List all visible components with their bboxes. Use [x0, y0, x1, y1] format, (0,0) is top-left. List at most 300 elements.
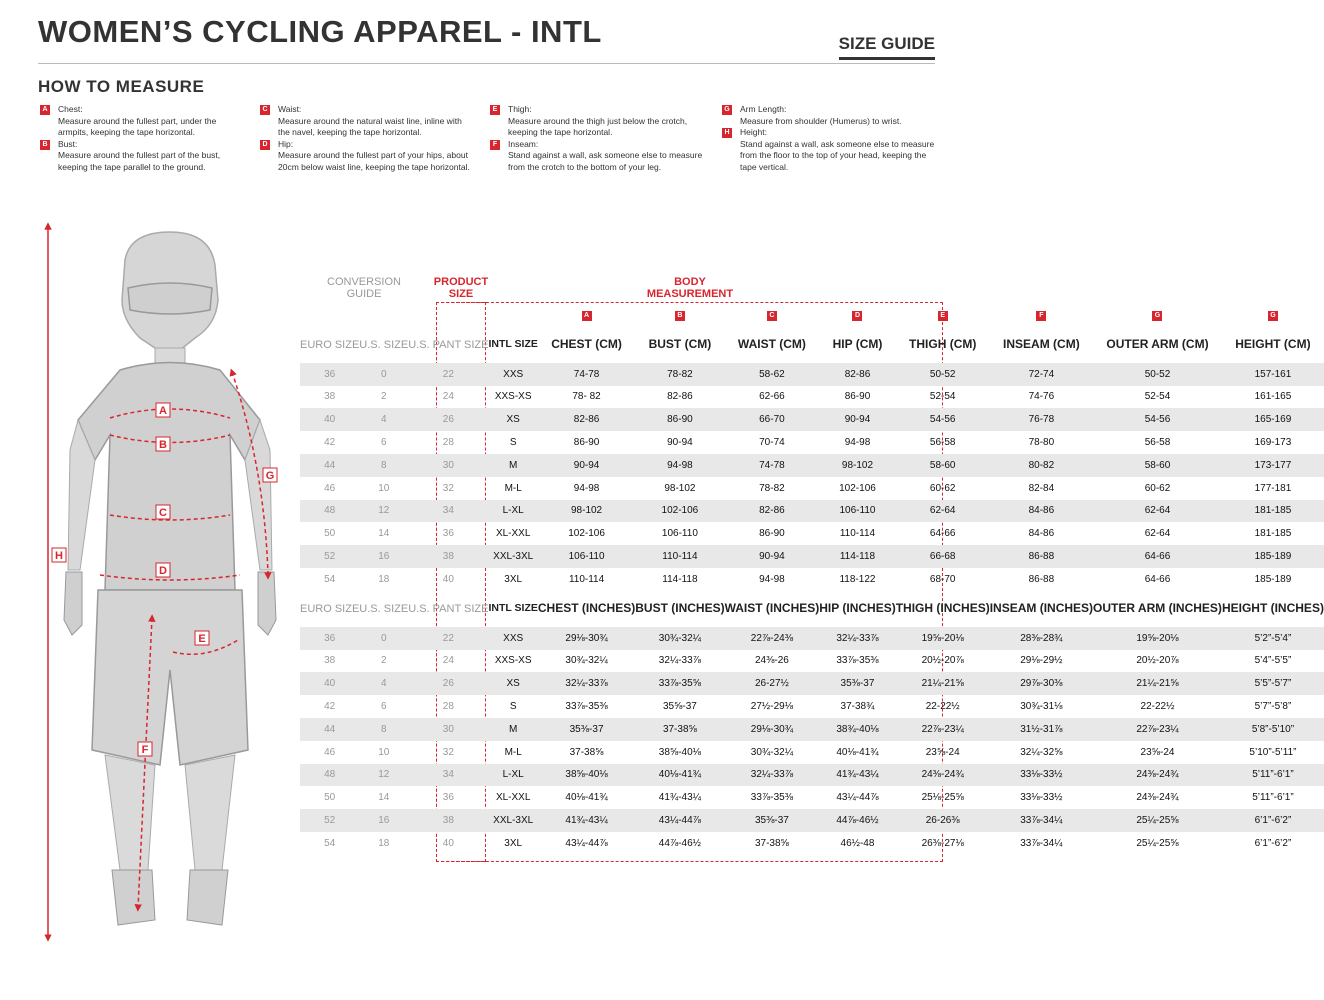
conversion-cell: 8 — [359, 454, 408, 477]
measurement-cell: 6’1”-6’2” — [1222, 809, 1324, 832]
measurement-cell: 78-80 — [1028, 437, 1055, 449]
measurement-cell: 23⅝-24 — [1140, 746, 1175, 758]
measurement-column-header: WAIST (INCHES) — [724, 601, 820, 616]
product-size-title: PRODUCT SIZE — [433, 276, 489, 300]
conversion-cell: 14 — [378, 792, 390, 804]
instruction-label: Chest: — [58, 104, 83, 114]
measurement-cell: 70-74 — [759, 437, 785, 449]
measurement-cell: 22⅞-23¼ — [896, 718, 990, 741]
measurement-cell: 86-90 — [573, 437, 600, 449]
measurement-cell: 38⅝-40⅛ — [538, 764, 635, 787]
measurement-cell: 25¼-25⅝ — [1093, 809, 1222, 832]
conversion-cell: 48 — [300, 764, 359, 787]
conversion-cell: 28 — [442, 437, 454, 449]
instruction-label: Height: — [740, 127, 767, 137]
measurement-cell: 20½-20⅞ — [1136, 655, 1179, 667]
instruction-label: Arm Length: — [740, 104, 787, 114]
measurement-cell: 6’1”-6’2” — [1254, 837, 1292, 849]
product-size-cell: M — [488, 454, 537, 477]
measurement-cell: 165-169 — [1222, 408, 1324, 431]
measurement-cell: 52-54 — [1144, 391, 1171, 403]
measurement-cell: 181-185 — [1254, 528, 1292, 540]
measurement-cell: 43¼-44⅞ — [836, 792, 879, 804]
inch-table-row — [300, 741, 1324, 764]
instruction-desc: Measure around the thigh just below the crotch, keeping the tape horizontal. — [508, 115, 688, 137]
instruction-desc: Measure around the fullest part of your hips, about 20cm below waist line, keeping the tape horizontal. — [278, 150, 470, 172]
measurement-cell: 30¾-31⅛ — [1020, 701, 1063, 713]
measurement-cell: 86-90 — [759, 528, 785, 540]
measurement-cell: 40⅛-41¾ — [565, 792, 608, 804]
product-size-cell: L-XL — [488, 764, 537, 787]
conversion-cell: 46 — [324, 482, 336, 494]
intl-size-column-header: INTL SIZE — [488, 338, 538, 351]
measurement-cell: 177-181 — [1254, 482, 1292, 494]
cm-header-row — [300, 327, 1324, 363]
measurement-cell: 102-106 — [568, 528, 605, 540]
inch-table-row — [300, 832, 1324, 855]
product-size-cell: 3XL — [504, 573, 523, 585]
badge-f: F — [1036, 311, 1046, 321]
conversion-cell: 18 — [378, 573, 390, 585]
jersey-shape — [78, 363, 260, 591]
instruction-chest — [40, 104, 230, 139]
instruction-thigh — [490, 104, 705, 139]
product-size-cell: XXL-3XL — [488, 809, 537, 832]
conversion-cell: 10 — [378, 482, 390, 494]
measurement-cell: 25¼-25⅝ — [1136, 837, 1179, 849]
product-size-cell: XL-XXL — [495, 792, 531, 804]
cm-body — [300, 363, 1324, 591]
shoe-right — [187, 870, 228, 925]
measurement-cell: 74-78 — [538, 363, 635, 386]
badge-g: G — [722, 105, 732, 115]
figure-label-a — [156, 403, 170, 417]
glove-left — [64, 572, 82, 635]
figure-label-f — [138, 742, 152, 756]
svg-text:F: F — [141, 744, 149, 756]
measurement-cell: 41¾-43¼ — [819, 764, 895, 787]
measurement-cell: 82-86 — [819, 363, 895, 386]
badge-c: C — [767, 311, 777, 321]
inch-table-row — [300, 627, 1324, 650]
measurement-cell: 29⅛-30¾ — [725, 718, 820, 741]
cm-header-row — [300, 327, 1324, 363]
measurement-cell: 64-66 — [1144, 573, 1171, 585]
conversion-cell: 32 — [442, 482, 454, 494]
measurement-cell: 38¾-40⅛ — [819, 718, 895, 741]
measurement-cell: 118-122 — [839, 573, 876, 585]
measurement-cell: 54-56 — [896, 408, 990, 431]
conversion-cell: 40 — [300, 408, 359, 431]
conversion-cell: 16 — [359, 545, 408, 568]
measurement-cell: 84-86 — [1028, 528, 1055, 540]
conversion-cell: 36 — [442, 792, 454, 804]
measurement-cell: 173-177 — [1222, 454, 1324, 477]
measurement-cell: 5’2”-5’4” — [1222, 627, 1324, 650]
measurement-cell: 22⅞-23¼ — [1093, 718, 1222, 741]
measurement-column-header: HIP (INCHES) — [819, 601, 896, 616]
measurement-cell: 5’11”-6’1” — [1222, 764, 1324, 787]
shoe-left — [112, 870, 155, 925]
measurement-cell: 35⅜-37 — [819, 672, 895, 695]
measurement-cell: 41¾-43¼ — [538, 809, 635, 832]
conversion-cell: 0 — [359, 363, 408, 386]
conversion-cell: 28 — [442, 701, 454, 713]
instruction-desc: Measure around the fullest part of the bust, keeping the tape parallel to the ground. — [58, 150, 221, 172]
measurement-column-header: HEIGHT (CM) — [1235, 337, 1311, 352]
measurement-cell: 50-52 — [896, 363, 990, 386]
measurement-cell: 5’4”-5’5” — [1254, 655, 1292, 667]
conversion-column-header: U.S. PANT SIZE — [408, 602, 489, 615]
measurement-cell: 169-173 — [1254, 437, 1292, 449]
measurement-cell: 37-38⅝ — [754, 837, 789, 849]
measurement-cell: 26⅜-27⅛ — [921, 837, 964, 849]
badge-b: B — [40, 140, 50, 150]
badge-a: A — [40, 105, 50, 115]
conversion-cell: 26 — [408, 672, 488, 695]
figure-label-e — [195, 631, 209, 645]
product-size-cell: M — [488, 718, 537, 741]
leg-right — [185, 755, 235, 870]
product-size-cell: M-L — [504, 482, 522, 494]
measurement-cell: 86-88 — [990, 545, 1093, 568]
measurement-cell: 64-66 — [929, 528, 956, 540]
product-size-cell: XS — [488, 408, 537, 431]
instruction-bust — [40, 139, 230, 174]
measurement-cell: 35⅜-37 — [538, 718, 635, 741]
instruction-arm-length — [722, 104, 940, 127]
measurement-cell: 80-82 — [990, 454, 1093, 477]
measurement-cell: 110-114 — [635, 545, 724, 568]
conversion-cell: 44 — [300, 454, 359, 477]
size-chart — [300, 270, 1324, 855]
conversion-cell: 12 — [359, 500, 408, 523]
conversion-cell: 30 — [408, 454, 488, 477]
badge-d: D — [260, 140, 270, 150]
measurement-cell: 32¼-32⅝ — [1020, 746, 1063, 758]
measurement-cell: 66-70 — [725, 408, 820, 431]
product-size-cell: XXL-3XL — [488, 545, 537, 568]
page-title: WOMEN’S CYCLING APPAREL - INTL — [38, 14, 602, 49]
measurement-cell: 21¼-21⅝ — [896, 672, 990, 695]
inch-body — [300, 627, 1324, 855]
conversion-cell: 0 — [359, 627, 408, 650]
measurement-cell: 82-86 — [538, 408, 635, 431]
measurement-cell: 32¼-33⅞ — [658, 655, 702, 667]
inch-table-row — [300, 809, 1324, 832]
measurement-cell: 33⅞-35⅝ — [635, 672, 724, 695]
measurement-cell: 5’11”-6’1” — [1252, 792, 1294, 804]
measurement-cell: 24⅜-24¾ — [1093, 764, 1222, 787]
measurement-cell: 50-52 — [1093, 363, 1222, 386]
measurement-cell: 44⅞-46½ — [658, 837, 702, 849]
cm-table-row — [300, 568, 1324, 591]
badge-a: A — [582, 311, 592, 321]
conversion-cell: 2 — [380, 391, 387, 403]
cm-table-row — [300, 545, 1324, 568]
measurement-cell: 106-110 — [819, 500, 895, 523]
measurement-cell: 90-94 — [819, 408, 895, 431]
inch-table-row — [300, 695, 1324, 718]
product-size-cell: S — [509, 701, 517, 713]
svg-text:B: B — [159, 439, 167, 451]
measurement-cell: 60-62 — [1144, 482, 1171, 494]
measurement-cell: 20½-20⅞ — [921, 655, 964, 667]
measurement-cell: 30¾-32¼ — [750, 746, 794, 758]
product-size-cell: XS — [488, 672, 537, 695]
measurement-cell: 40⅛-41¾ — [836, 746, 879, 758]
measurement-cell: 86-90 — [844, 391, 871, 403]
instruction-label: Hip: — [278, 138, 294, 149]
measurement-cell: 185-189 — [1222, 545, 1324, 568]
measurement-cell: 56-58 — [929, 437, 956, 449]
measurement-cell: 62-64 — [1093, 500, 1222, 523]
header-divider — [38, 63, 935, 64]
cm-table-row — [300, 408, 1324, 431]
measurement-cell: 84-86 — [990, 500, 1093, 523]
measurement-cell: 181-185 — [1222, 500, 1324, 523]
conversion-cell: 50 — [324, 528, 336, 540]
badge-e: E — [490, 105, 500, 115]
svg-text:E: E — [198, 633, 206, 645]
instruction-desc: Measure around the fullest part, under the armpits, keeping the tape horizontal. — [58, 115, 217, 137]
instruction-column-1 — [40, 104, 230, 173]
instruction-label: Thigh: — [508, 104, 532, 114]
conversion-cell: 42 — [324, 437, 336, 449]
measurement-cell: 110-114 — [839, 528, 876, 540]
conversion-cell: 30 — [408, 718, 488, 741]
body-figure-illustration — [30, 220, 300, 950]
conversion-column-header: U.S. SIZE — [359, 338, 409, 351]
measurement-cell: 22-22½ — [925, 701, 960, 713]
measurement-cell: 90-94 — [667, 437, 693, 449]
measurement-column-header: CHEST (INCHES) — [537, 601, 636, 616]
measurement-cell: 54-56 — [1093, 408, 1222, 431]
measurement-cell: 25⅛-25⅝ — [921, 792, 964, 804]
measurement-cell: 19⅝-20⅛ — [896, 627, 990, 650]
measurement-cell: 5’10”-5’11” — [1249, 746, 1297, 758]
shorts-shape — [92, 590, 248, 765]
conversion-cell: 22 — [408, 627, 488, 650]
cm-table-row — [300, 431, 1324, 454]
conversion-guide-title: CONVERSION GUIDE — [327, 276, 401, 300]
measurement-cell: 44⅞-46½ — [819, 809, 895, 832]
measurement-cell: 94-98 — [635, 454, 724, 477]
measurement-cell: 72-74 — [990, 363, 1093, 386]
inch-table-row — [300, 764, 1324, 787]
measurement-cell: 185-189 — [1254, 573, 1292, 585]
instruction-label: Bust: — [58, 138, 78, 149]
measurement-cell: 78-82 — [635, 363, 724, 386]
measurement-cell: 98-102 — [819, 454, 895, 477]
cm-table-row — [300, 454, 1324, 477]
measurement-cell: 30¾-32¼ — [635, 627, 724, 650]
measurement-column-header: HIP (CM) — [832, 337, 883, 352]
measurement-cell: 68-70 — [929, 573, 956, 585]
inch-table-row — [300, 672, 1324, 695]
measurement-cell: 27½-29⅛ — [750, 701, 794, 713]
cm-table-row — [300, 477, 1324, 500]
measurement-column-header: OUTER ARM (CM) — [1106, 337, 1209, 352]
goggle-shape — [128, 283, 212, 314]
measurement-cell: 26-27½ — [725, 672, 820, 695]
product-size-cell: 3XL — [504, 837, 523, 849]
figure-label-c — [156, 505, 170, 519]
product-size-cell: M-L — [504, 746, 522, 758]
measurement-cell: 102-106 — [635, 500, 724, 523]
conversion-cell: 36 — [442, 528, 454, 540]
conversion-cell: 38 — [408, 545, 488, 568]
product-size-cell: XXS-XS — [494, 655, 532, 667]
cm-table-row — [300, 522, 1324, 545]
measurement-cell: 32¼-33⅞ — [725, 764, 820, 787]
conversion-cell: 12 — [359, 764, 408, 787]
product-size-cell: XXS — [488, 627, 537, 650]
measurement-cell: 23⅝-24 — [925, 746, 960, 758]
conversion-cell: 38 — [324, 391, 336, 403]
conversion-cell: 40 — [300, 672, 359, 695]
measurement-cell: 33⅛-33½ — [1020, 792, 1063, 804]
measurement-cell: 37-38¾ — [840, 701, 875, 713]
figure-label-g — [263, 468, 277, 482]
measurement-column-header: BUST (CM) — [648, 337, 712, 352]
measurement-cell: 86-90 — [635, 408, 724, 431]
measurement-cell: 35⅜-37 — [725, 809, 820, 832]
measurement-cell: 33⅞-35⅜ — [836, 655, 879, 667]
conversion-cell: 38 — [324, 655, 336, 667]
conversion-cell: 8 — [359, 718, 408, 741]
cm-table-row — [300, 363, 1324, 386]
conversion-cell: 16 — [359, 809, 408, 832]
measurement-cell: 33⅞-35⅜ — [750, 792, 794, 804]
measurement-cell: 106-110 — [538, 545, 635, 568]
measurement-cell: 33⅞-35⅜ — [565, 701, 608, 713]
measurement-column-header: WAIST (CM) — [737, 337, 806, 352]
measurement-cell: 82-84 — [1028, 482, 1055, 494]
measurement-cell: 64-66 — [1093, 545, 1222, 568]
conversion-cell: 50 — [324, 792, 336, 804]
measurement-cell: 114-118 — [662, 573, 698, 585]
instruction-desc: Measure around the natural waist line, inline with the navel, keeping the tape horizontal. — [278, 115, 462, 137]
instruction-height — [722, 127, 940, 173]
conversion-cell: 2 — [380, 655, 387, 667]
svg-text:G: G — [265, 470, 275, 482]
instruction-hip — [260, 139, 475, 174]
conversion-cell: 46 — [324, 746, 336, 758]
how-to-measure-title: HOW TO MEASURE — [38, 77, 205, 96]
measurement-cell: 94-98 — [759, 573, 785, 585]
measurement-cell: 28⅜-28¾ — [990, 627, 1093, 650]
measurement-cell: 74-76 — [1028, 391, 1055, 403]
measurement-cell: 5’5”-5’7” — [1222, 672, 1324, 695]
measurement-cell: 82-86 — [725, 500, 820, 523]
conversion-column-header: EURO SIZE — [300, 602, 360, 615]
measurement-cell: 56-58 — [1144, 437, 1171, 449]
conversion-cell: 36 — [300, 627, 359, 650]
measurement-cell: 33⅛-33½ — [990, 764, 1093, 787]
instruction-label: Inseam: — [508, 138, 539, 149]
conversion-cell: 44 — [300, 718, 359, 741]
figure-label-b — [156, 437, 170, 451]
measurement-cell: 106-110 — [661, 528, 698, 540]
measurement-cell: 98-102 — [538, 500, 635, 523]
measurement-cell: 78- 82 — [572, 391, 601, 403]
measurement-cell: 24⅜-24¾ — [896, 764, 990, 787]
measurement-column-header: BUST (INCHES) — [635, 601, 725, 616]
inch-table-row — [300, 786, 1324, 809]
badge-h: H — [722, 128, 732, 138]
measurement-column-header: HEIGHT (INCHES) — [1221, 601, 1324, 616]
cm-table-row — [300, 500, 1324, 523]
size-table — [300, 270, 1324, 855]
conversion-cell: 4 — [359, 408, 408, 431]
measurement-cell: 66-68 — [896, 545, 990, 568]
measurement-cell: 19⅝-20⅛ — [1093, 627, 1222, 650]
measurement-cell: 58-60 — [896, 454, 990, 477]
svg-text:D: D — [159, 565, 167, 577]
measurement-cell: 32¼-33⅞ — [538, 672, 635, 695]
measurement-cell: 37-38⅝ — [569, 746, 604, 758]
conversion-cell: 34 — [408, 500, 488, 523]
measurement-column-header: INSEAM (CM) — [1003, 337, 1080, 352]
conversion-cell: 32 — [442, 746, 454, 758]
instruction-column-2 — [260, 104, 475, 173]
conversion-cell: 24 — [442, 655, 454, 667]
measurement-cell: 157-161 — [1222, 363, 1324, 386]
conversion-cell: 14 — [378, 528, 390, 540]
measurement-cell: 46½-48 — [840, 837, 875, 849]
badge-c: C — [260, 105, 270, 115]
measurement-cell: 35⅝-37 — [662, 701, 697, 713]
conversion-cell: 38 — [408, 809, 488, 832]
conversion-cell: 18 — [378, 837, 390, 849]
measurement-cell: 161-165 — [1254, 391, 1292, 403]
product-size-cell: S — [509, 437, 517, 449]
product-size-cell: XL-XXL — [495, 528, 531, 540]
measurement-column-header: THIGH (INCHES) — [895, 601, 990, 616]
measurement-cell: 24⅜-24¾ — [1136, 792, 1179, 804]
measurement-column-header: INSEAM (INCHES) — [989, 601, 1094, 616]
product-size-cell: L-XL — [488, 500, 537, 523]
conversion-cell: 42 — [324, 701, 336, 713]
measurement-cell: 22-22½ — [1140, 701, 1175, 713]
product-size-cell: XXS-XS — [494, 391, 532, 403]
measurement-cell: 29⅛-30¾ — [538, 627, 635, 650]
body-measurement-title: BODY MEASUREMENT — [646, 276, 734, 300]
measurement-cell: 38⅝-40⅛ — [658, 746, 702, 758]
conversion-cell: 26 — [408, 408, 488, 431]
svg-text:C: C — [159, 507, 167, 519]
conversion-cell: 6 — [380, 701, 387, 713]
svg-text:A: A — [159, 405, 167, 417]
instruction-waist — [260, 104, 475, 139]
measurement-cell: 90-94 — [538, 454, 635, 477]
inch-header-row — [300, 591, 1324, 627]
conversion-column-header: U.S. SIZE — [359, 602, 409, 615]
conversion-cell: 6 — [380, 437, 387, 449]
conversion-cell: 40 — [442, 573, 454, 585]
conversion-cell: 40 — [442, 837, 454, 849]
product-size-cell: XXS — [488, 363, 537, 386]
measurement-cell: 60-62 — [929, 482, 956, 494]
conversion-cell: 36 — [300, 363, 359, 386]
badge-e: E — [938, 311, 948, 321]
instruction-desc: Stand against a wall, ask someone else to measure from the floor to the top of your head, keeping the tape vertical. — [740, 138, 935, 172]
measurement-cell: 110-114 — [568, 573, 605, 585]
measurement-cell: 5’7”-5’8” — [1254, 701, 1292, 713]
measurement-cell: 58-62 — [725, 363, 820, 386]
badge-g: G — [1152, 311, 1162, 321]
